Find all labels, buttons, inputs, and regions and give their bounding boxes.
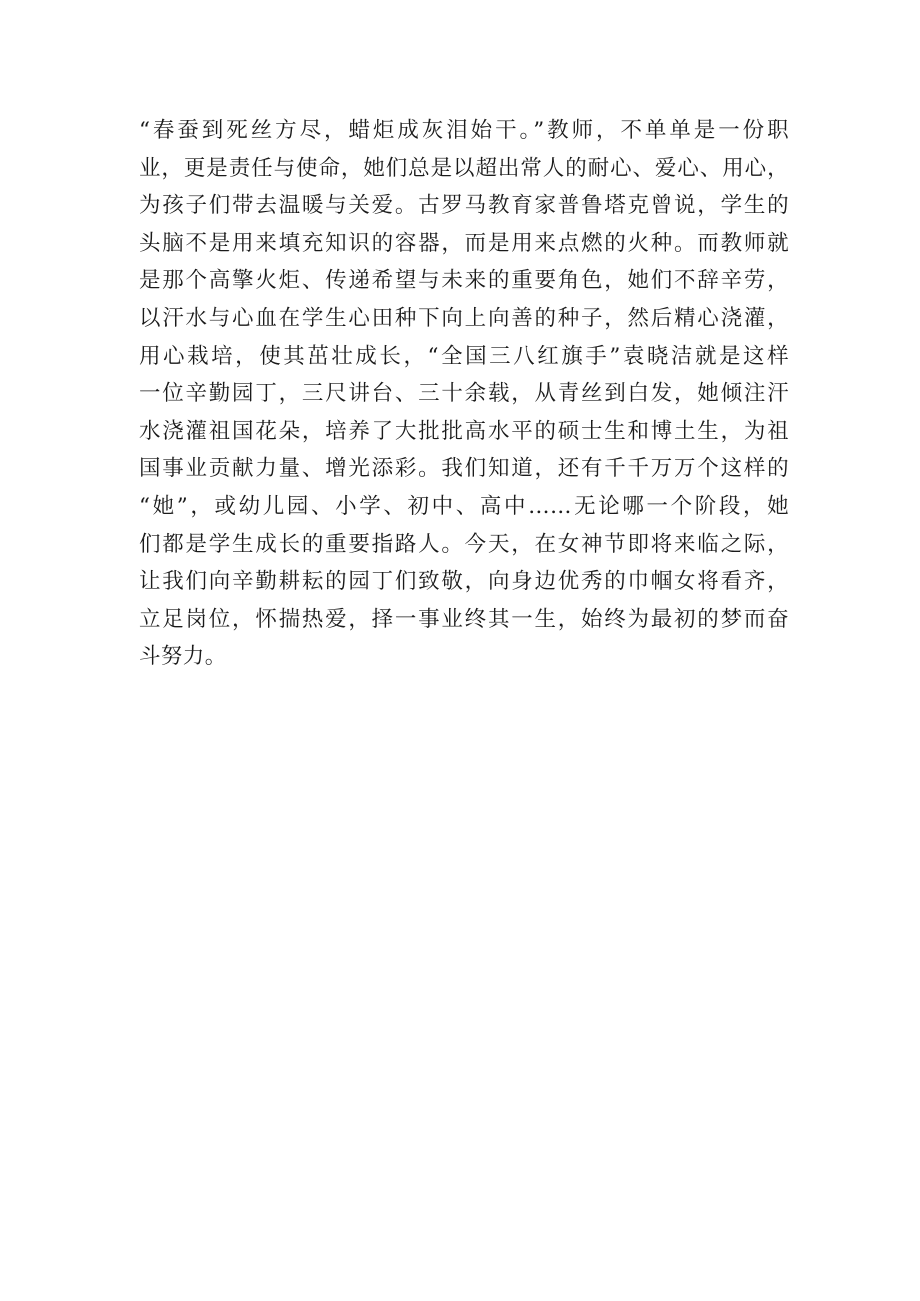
- paragraph-line: 水浇灌祖国花朵，培养了大批批高水平的硕士生和博土生，为祖: [139, 418, 789, 444]
- paragraph-line: 为孩子们带去温暖与关爱。古罗马教育家普鲁塔克曾说，学生的: [139, 193, 789, 219]
- paragraph-line: 让我们向辛勤耕耘的园丁们致敬，向身边优秀的巾帼女将看齐，: [139, 569, 789, 595]
- paragraph-line: 头脑不是用来填充知识的容器，而是用来点燃的火种。而教师就: [139, 230, 789, 256]
- paragraph-line: 是那个高擎火炬、传递希望与未来的重要角色，她们不辞辛劳，: [139, 268, 789, 294]
- body-paragraph: [139, 112, 789, 676]
- paragraph-line: 用心栽培，使其茁壮成长，“全国三八红旗手”袁晓洁就是这样: [139, 343, 789, 369]
- paragraph-line: 斗努力。: [139, 644, 227, 670]
- paragraph-line: 一位辛勤园丁，三尺讲台、三十余载，从青丝到白发，她倾注汗: [139, 381, 789, 407]
- paragraph-line: 国事业贡献力量、增光添彩。我们知道，还有千千万万个这样的: [139, 456, 789, 482]
- paragraph-line: “春蚕到死丝方尽，蜡炬成灰泪始干。”教师，不单单是一份职: [139, 118, 789, 143]
- paragraph-line: 立足岗位，怀揣热爱，择一事业终其一生，始终为最初的梦而奋: [139, 606, 789, 632]
- paragraph-line: 们都是学生成长的重要指路人。今天，在女神节即将来临之际，: [139, 531, 789, 557]
- paragraph-line: 以汗水与心血在学生心田种下向上向善的种子，然后精心浇灌，: [139, 305, 789, 331]
- paragraph-line: 业，更是责任与使命，她们总是以超出常人的耐心、爱心、用心，: [139, 155, 789, 181]
- paragraph-line: “她”，或幼儿园、小学、初中、高中……无论哪一个阶段，她: [139, 493, 789, 519]
